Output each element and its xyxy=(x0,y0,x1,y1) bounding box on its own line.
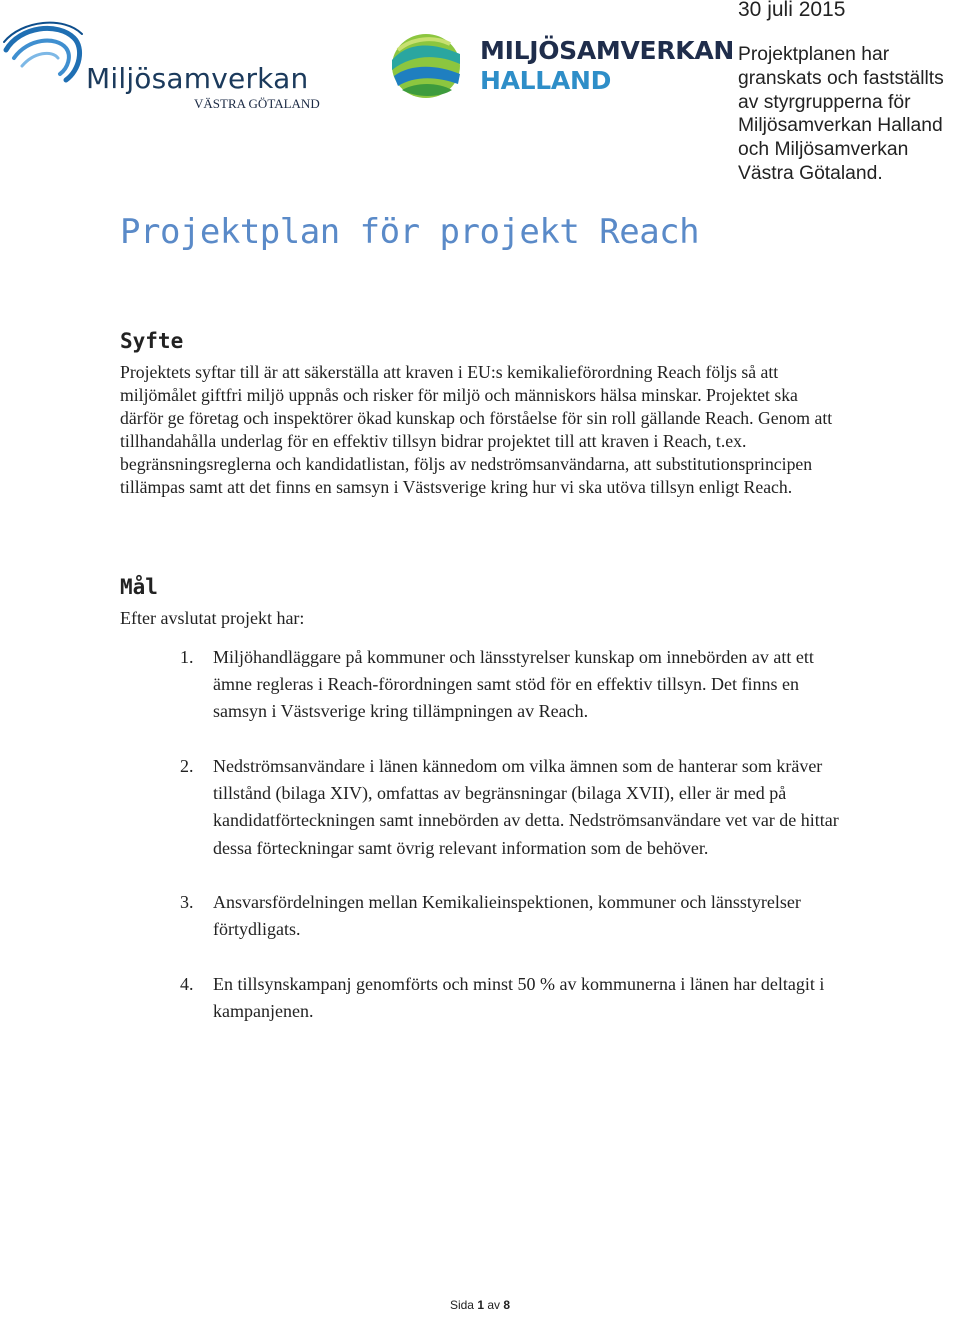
goals-intro: Efter avslutat projekt har: xyxy=(120,608,305,628)
list-item-text: Nedströmsanvändare i länen kännedom om vilka ämnen som de hanterar som kräver tillstånd (bilaga XIV), omfattas av begränsningar (bilaga XVII), eller är med på kandidatförteckningen samt innebörden av detta. Nedströmsanvändare vet var de hittar dessa förteckningar samt övrig relevant information som de behöver. xyxy=(213,755,839,858)
logo-miljosamverkan-halland xyxy=(388,30,735,110)
logo-line-1: MILJÖSAMVERKAN xyxy=(480,36,735,65)
current-page: 1 xyxy=(477,1298,484,1312)
page-title: Projektplan för projekt Reach xyxy=(120,212,700,252)
list-item-number: 2. xyxy=(180,755,194,776)
logo-miljosamverkan-vastra-gotaland xyxy=(0,20,330,115)
list-item-text: En tillsynskampanj genomförts och minst 50 % av kommunerna i länen har deltagit i kampanjenen. xyxy=(213,973,825,1021)
page-footer xyxy=(0,1298,960,1312)
list-item xyxy=(180,889,840,943)
total-pages: 8 xyxy=(503,1298,511,1312)
list-item xyxy=(180,971,840,1025)
approval-note xyxy=(738,0,960,186)
goals-heading: Mål xyxy=(120,575,158,599)
logo-name: Miljösamverkan xyxy=(86,62,309,95)
list-item xyxy=(180,753,840,862)
wave-swirl-icon xyxy=(0,20,90,100)
halland-landscape-icon xyxy=(388,30,468,102)
list-item-number: 1. xyxy=(180,647,194,667)
logo-line-2: HALLAND xyxy=(480,66,612,95)
list-item-text: Miljöhandläggare på kommuner och länsstyrelser kunskap om innebörden av att ett ämne regleras i Reach-förordningen samt stöd för en effektiv tillsyn. Det finns en samsyn i Västsverige kring tillämpningen av Reach. xyxy=(213,647,814,722)
goals-list xyxy=(180,644,840,1052)
purpose-text: Projektets syftar till är att säkerställa att kraven i EU:s kemikalieförordning Reach följs så att miljömålet giftfri miljö uppnås och risker för miljö och människors hälsa minskar. Projektet ska därför ge företag och inspektörer ökad kunskap och förståelse för sin roll gällande Reach. Genom att tillhandahålla underlag för en effektiv tillsyn bidrar projektet till att kraven i Reach, t.ex. begränsningsreglerna och kandidatlistan, följs av nedströmsanvändarna, att substitutionsprincipen tillämpas samt att det finns en samsyn i Västsverige kring hur vi ska utöva tillsyn enligt Reach. xyxy=(120,362,833,497)
list-item-number: 3. xyxy=(180,892,194,913)
logo-region: VÄSTRA GÖTALAND xyxy=(194,96,320,111)
document-date: 30 juli 2015 xyxy=(738,0,846,21)
list-item-number: 4. xyxy=(180,973,194,994)
list-item-text: Ansvarsfördelningen mellan Kemikalieinspektionen, kommuner och länsstyrelser förtydligats. xyxy=(213,892,801,940)
page-label: Sida xyxy=(449,1298,474,1312)
purpose-heading: Syfte xyxy=(120,329,184,353)
approval-text: Projektplanen har granskats och fastställts av styrgrupperna för Miljösamverkan Halland och Miljösamverkan Västra Götaland. xyxy=(738,44,944,184)
list-item xyxy=(180,644,840,726)
page-separator: av xyxy=(487,1298,501,1312)
